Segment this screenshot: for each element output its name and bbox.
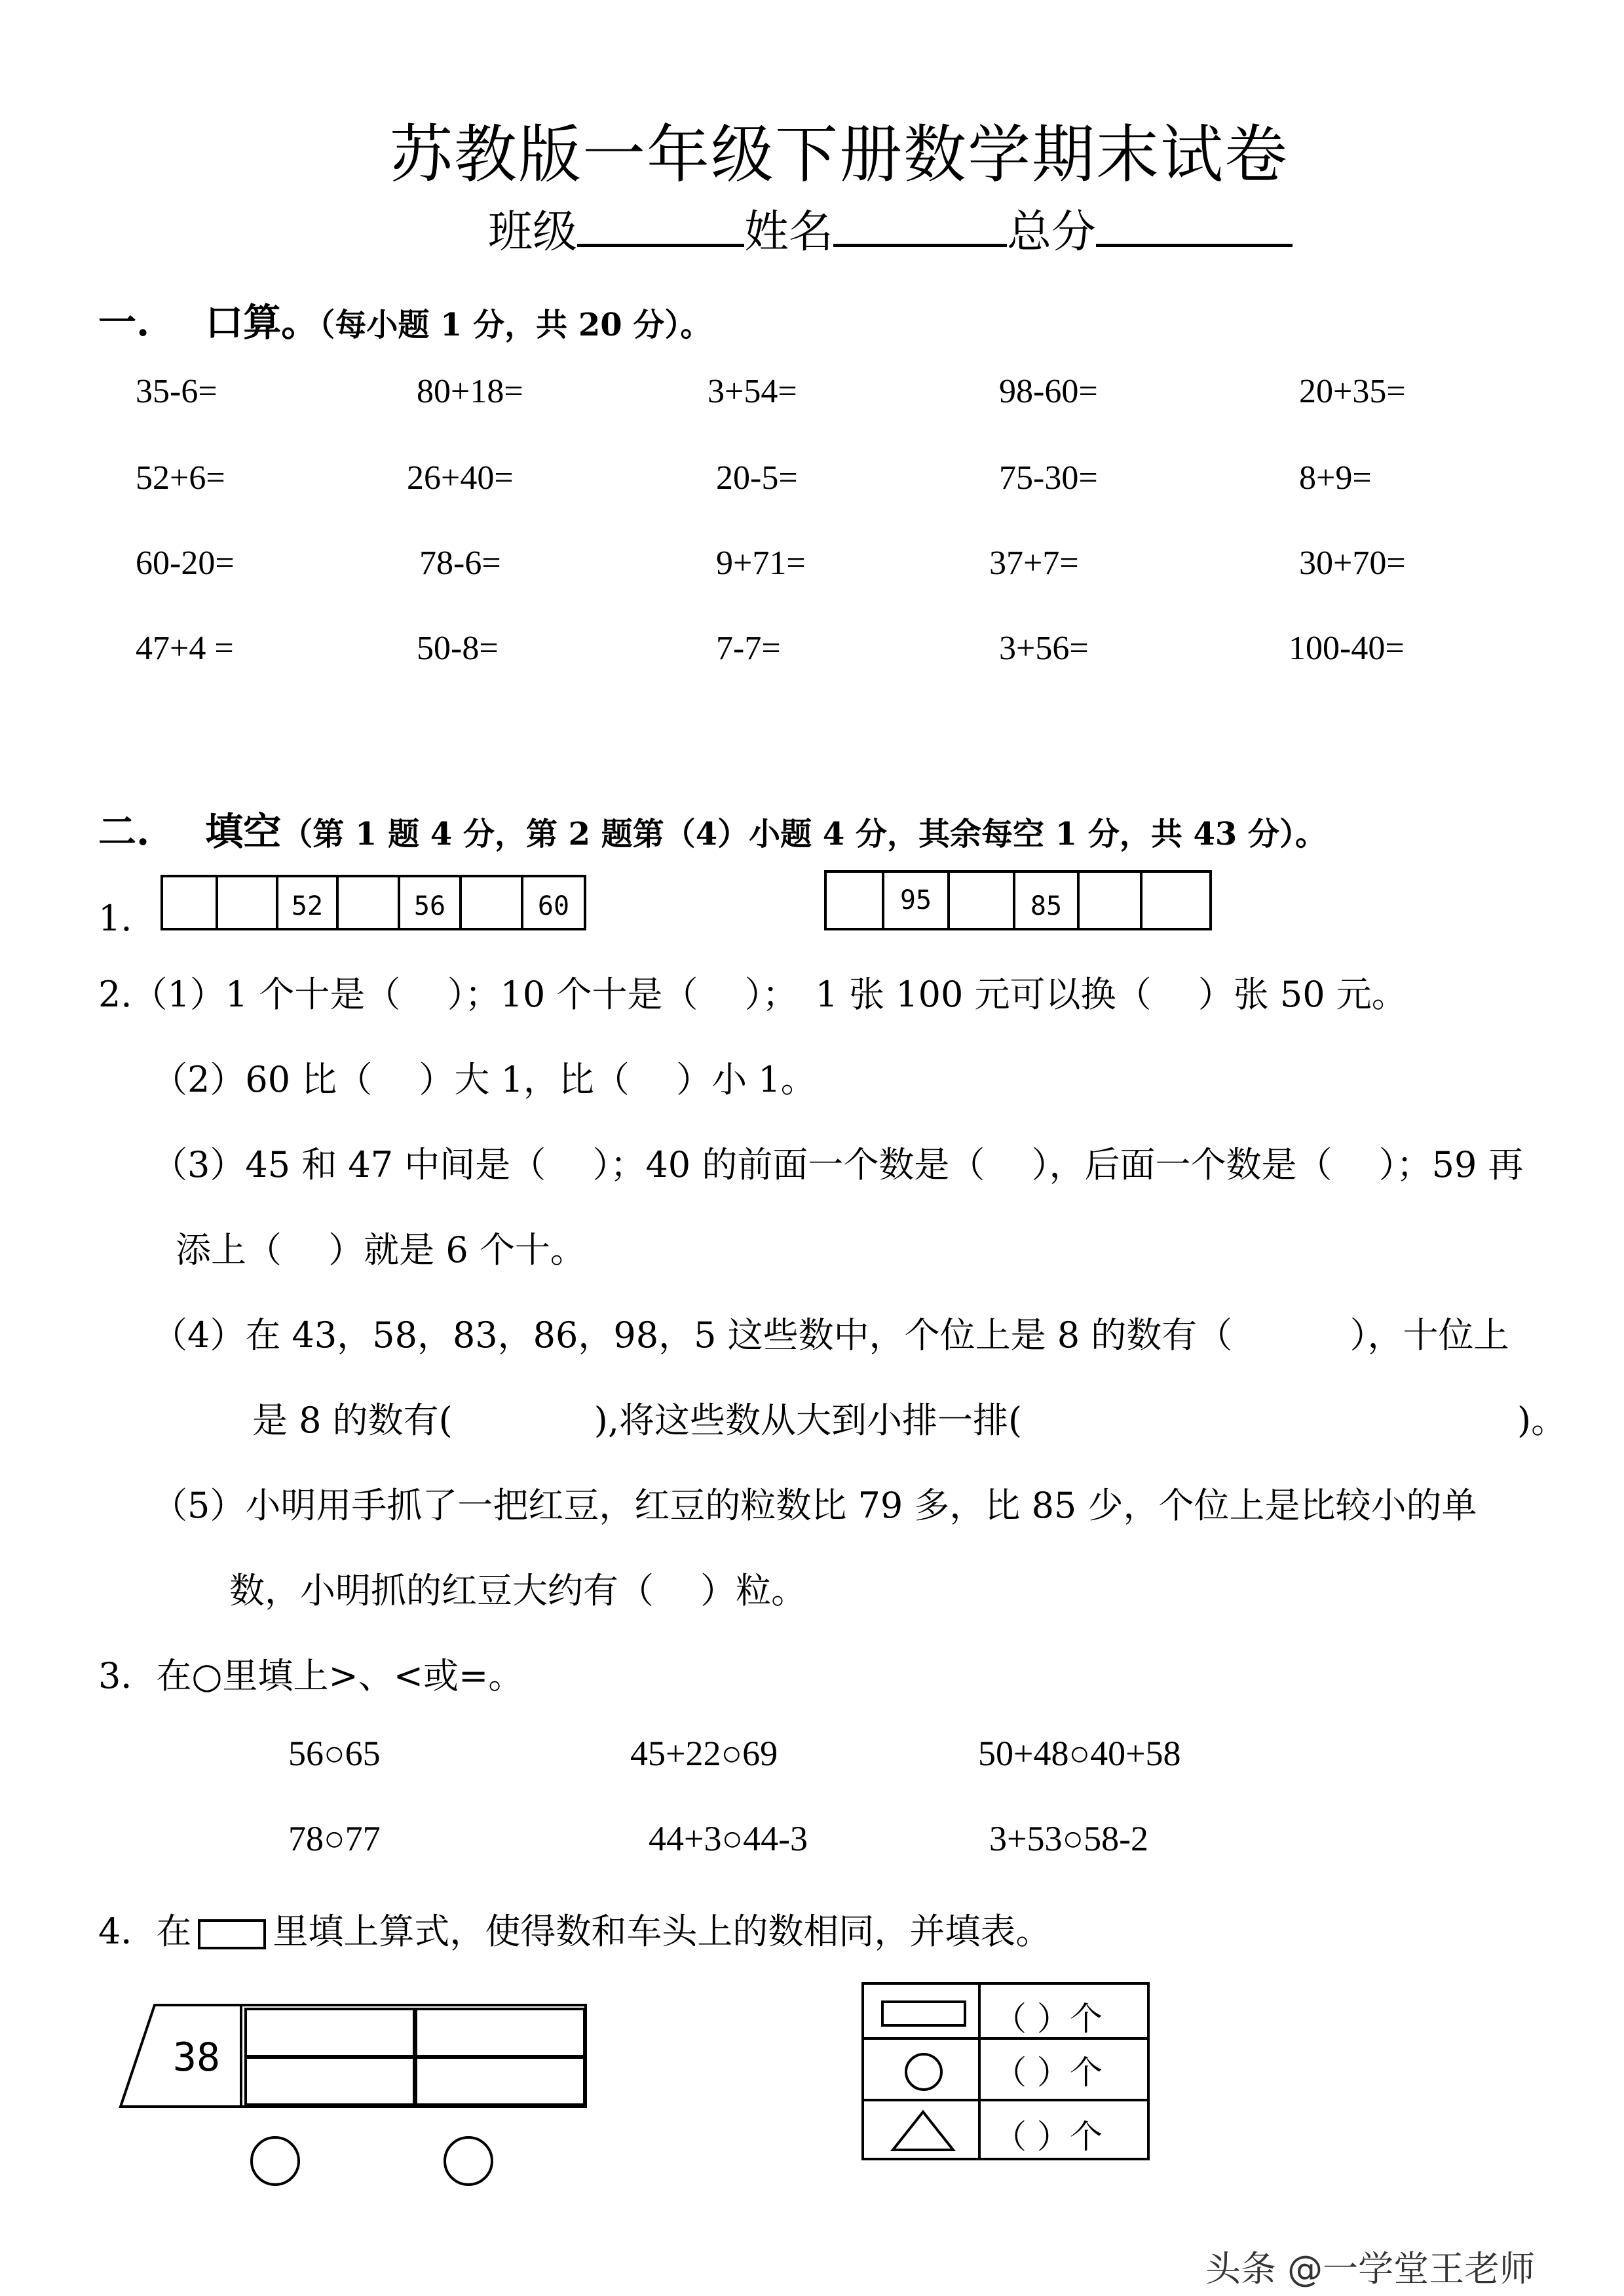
calc-item: 7-7= (716, 630, 781, 667)
count-blank: （ ）个 (994, 2000, 1103, 2038)
triangle-icon (890, 2109, 956, 2152)
sequence-cell[interactable] (216, 875, 278, 930)
sequence-cell: 95 (882, 870, 950, 930)
section2-note: （第 1 题 4 分，第 2 题第（4）小题 4 分，其余每空 1 分，共 43 分）。 (281, 816, 1327, 852)
sequence-cell: 52 (276, 875, 339, 930)
truck-blank-box[interactable] (414, 2057, 584, 2105)
q2-line: （2）60 比（ ）大 1，比（ ）小 1。 (152, 1059, 816, 1100)
sequence-cell[interactable] (1140, 870, 1212, 930)
calc-item: 3+54= (708, 373, 797, 410)
calc-item: 37+7= (989, 545, 1079, 582)
name-blank[interactable] (833, 206, 1007, 247)
truck-blank-box[interactable] (246, 2009, 416, 2056)
calc-item: 80+18= (417, 373, 523, 410)
q2-line: 2.（1）1 个十是（ ）；10 个十是（ ）； 1 张 100 元可以换（ ）张 50 元。 (98, 974, 1407, 1015)
truck-wheel (445, 2137, 492, 2185)
q4-title (98, 1904, 1051, 1954)
calc-item: 60-20= (136, 545, 235, 582)
score-label: 总分 (1007, 206, 1097, 258)
table-cell-count[interactable] (978, 2099, 1150, 2160)
sequence-cell[interactable] (947, 870, 1015, 930)
truck-wheel (252, 2137, 299, 2185)
score-blank[interactable] (1096, 206, 1293, 247)
calc-item: 75-30= (999, 459, 1098, 497)
calc-item: 78-6= (419, 545, 501, 582)
count-blank: （ ）个 (994, 2118, 1103, 2156)
calc-item: 26+40= (407, 459, 514, 497)
rectangle-icon (198, 1919, 266, 1949)
compare-item: 50+48○40+58 (978, 1734, 1181, 1773)
student-info-line (488, 197, 1293, 260)
compare-item: 78○77 (288, 1819, 381, 1858)
compare-item: 45+22○69 (630, 1734, 778, 1773)
calc-item: 35-6= (136, 373, 217, 410)
truck-blank-box[interactable] (414, 2009, 584, 2056)
sequence-cell: 85 (1013, 870, 1080, 930)
q2-line: （3）45 和 47 中间是（ ）；40 的前面一个数是（ ），后面一个数是（ ）；59 再 (152, 1144, 1524, 1185)
calc-item: 9+71= (716, 545, 806, 582)
truck-illustration (111, 1992, 596, 2189)
section1-number: 一. (98, 300, 150, 345)
section2-title: 填空 (205, 809, 282, 854)
sequence-cell: 56 (398, 875, 462, 930)
circle-icon (905, 2053, 943, 2091)
table-cell-count[interactable] (978, 2037, 1150, 2101)
compare-item: 56○65 (288, 1734, 381, 1773)
table-cell-shape (861, 2037, 981, 2101)
calc-item: 20+35= (1299, 373, 1406, 410)
section2-header (98, 801, 1327, 856)
count-blank: （ ）个 (994, 2054, 1103, 2092)
sequence-cell[interactable] (824, 870, 884, 930)
section1-title: 口算。 (205, 300, 320, 345)
sequence-cell[interactable] (336, 875, 400, 930)
q2-line: 是 8 的数有( ),将这些数从大到小排一排( )。 (252, 1400, 1567, 1441)
calc-item: 52+6= (136, 459, 225, 497)
rectangle-icon (881, 2000, 966, 2027)
compare-item: 44+3○44-3 (649, 1819, 808, 1858)
q2-line: 数，小明抓的红豆大约有（ ）粒。 (229, 1570, 807, 1611)
sequence-cell[interactable] (1077, 870, 1142, 930)
sequence-cell[interactable] (161, 875, 218, 930)
calc-item: 3+56= (999, 630, 1089, 667)
table-cell-shape (861, 1982, 981, 2040)
calc-item: 100-40= (1289, 630, 1405, 667)
section1-header (98, 292, 711, 347)
truck-blank-box[interactable] (246, 2057, 416, 2105)
truck-number: 38 (172, 2035, 221, 2080)
calc-item: 30+70= (1299, 545, 1406, 582)
sequence-cell[interactable] (459, 875, 523, 930)
calc-item: 98-60= (999, 373, 1098, 410)
sequence-cell: 60 (521, 875, 586, 930)
calc-item: 8+9= (1299, 459, 1372, 497)
table-cell-shape (861, 2099, 981, 2160)
watermark: 头条 @一学堂王老师 (1205, 2248, 1536, 2289)
q1-label: 1. (98, 898, 132, 939)
q4-prefix: 4．在 (98, 1911, 192, 1952)
q3-title: 3．在○里填上>、<或=。 (98, 1655, 524, 1696)
calc-item: 50-8= (417, 630, 499, 667)
calc-item: 47+4 = (136, 630, 234, 667)
page-title: 苏教版一年级下册数学期末试卷 (390, 118, 1289, 191)
section2-number: 二. (98, 809, 150, 854)
compare-item: 3+53○58-2 (989, 1819, 1149, 1858)
calc-item: 20-5= (716, 459, 798, 497)
q4-suffix: 里填上算式，使得数和车头上的数相同，并填表。 (273, 1911, 1051, 1952)
name-label: 姓名 (744, 206, 834, 258)
table-cell-count[interactable] (978, 1982, 1150, 2040)
q2-line: 添上（ ）就是 6 个十。 (176, 1229, 586, 1271)
q2-line: （4）在 43，58，83，86，98，5 这些数中，个位上是 8 的数有（ ），十位上 (152, 1314, 1509, 1356)
class-label: 班级 (488, 206, 578, 258)
section1-note: （每小题 1 分，共 20 分）。 (319, 307, 712, 343)
class-blank[interactable] (577, 206, 744, 247)
q2-line: （5）小明用手抓了一把红豆，红豆的粒数比 79 多，比 85 少，个位上是比较小的单 (152, 1485, 1477, 1526)
